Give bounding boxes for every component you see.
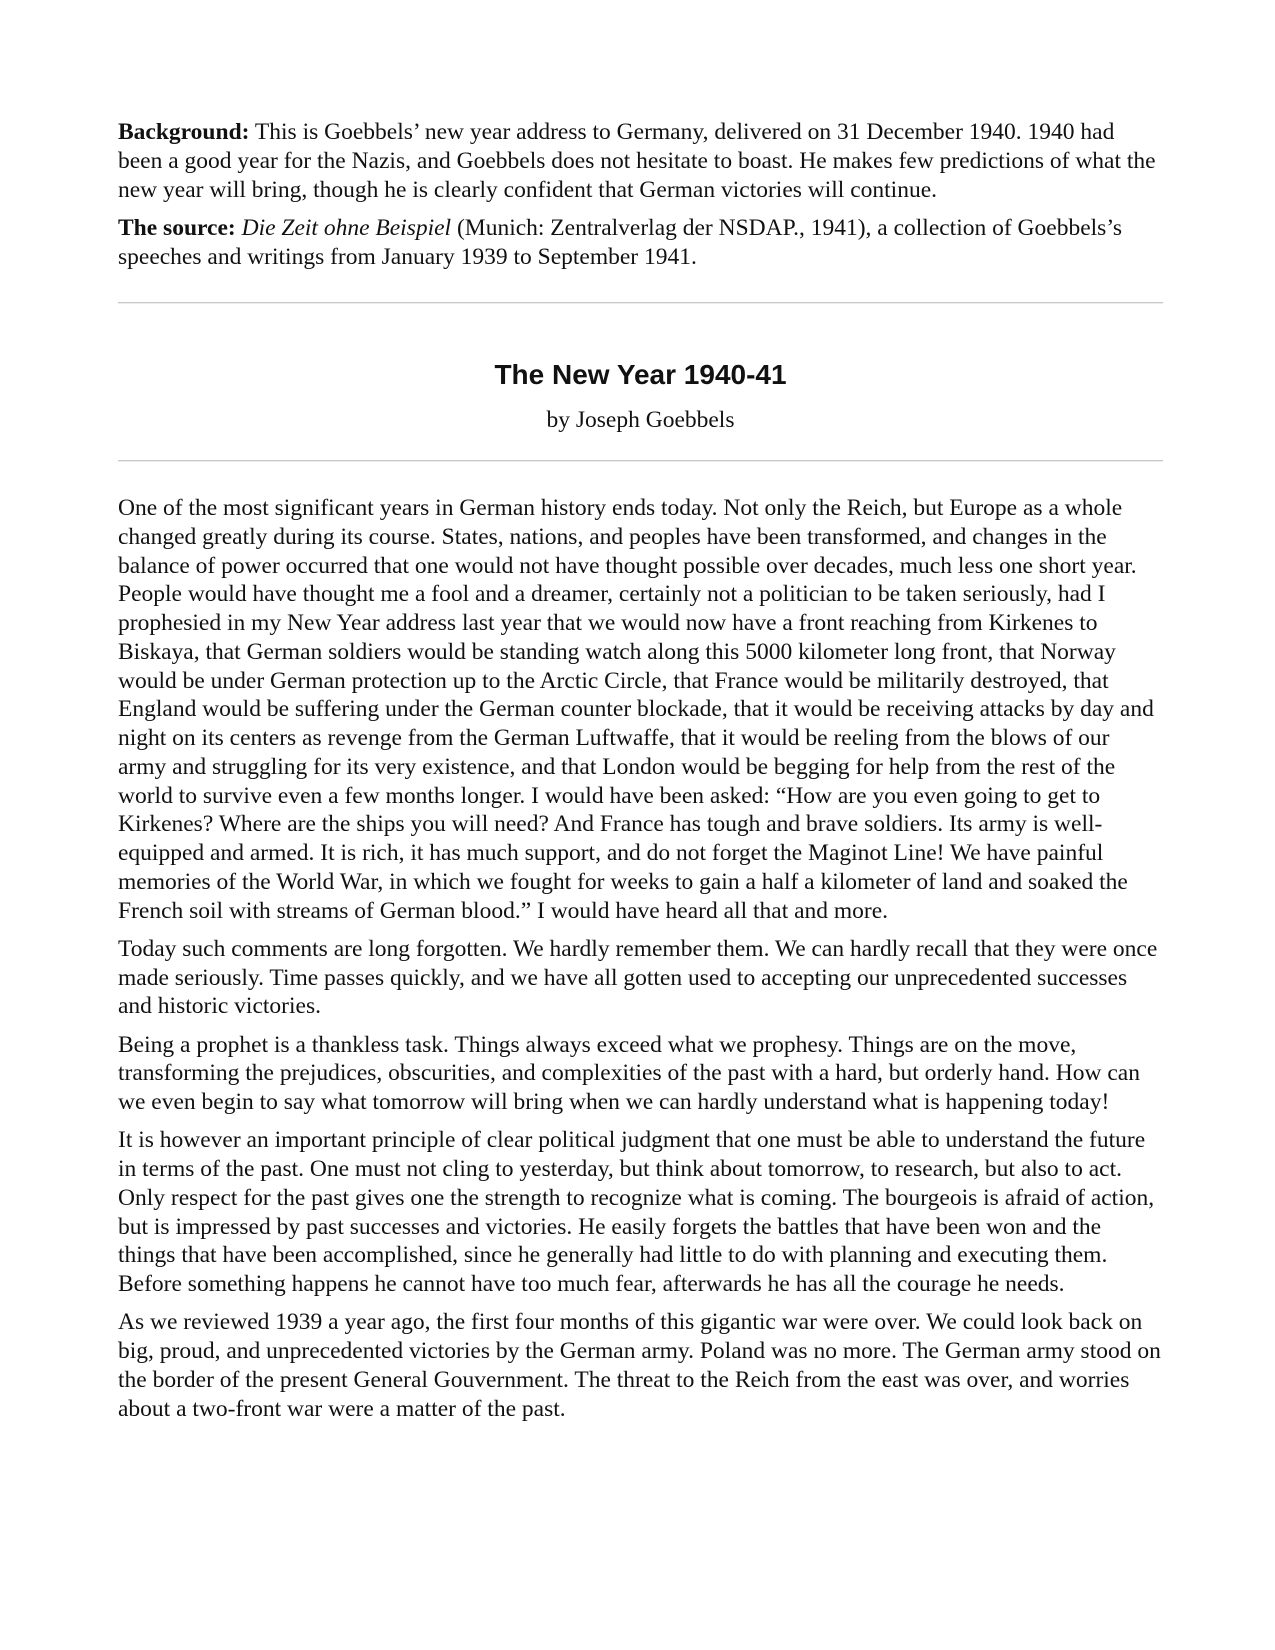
background-paragraph [118, 118, 1163, 205]
background-label: Background: [118, 119, 250, 145]
article-byline: by Joseph Goebbels [546, 407, 735, 433]
intro-section [118, 118, 1163, 281]
source-label: The source: [118, 215, 236, 241]
source-paragraph [118, 214, 1163, 272]
article-title: The New Year 1940-41 [494, 359, 787, 390]
source-text: (Munich: Zentralverlag der NSDAP., 1941), a collection of Goebbels’s speeches and writings from January 1939 to September 1941. [118, 215, 1122, 270]
article-paragraph: Today such comments are long forgotten. We hardly remember them. We can hardly recall that they were once made seriously. Time passes quickly, and we have all gotten used to accepting our unprecedented successes and historic victories. [118, 935, 1158, 1020]
article-paragraph: Being a prophet is a thankless task. Things always exceed what we prophesy. Things are on the move, transforming the prejudices, obscurities, and complexities of the past with a hard, but orderly hand. How can we even begin to say what tomorrow will bring when we can hardly understand what is happening today! [118, 1031, 1140, 1115]
background-text: This is Goebbels’ new year address to Germany, delivered on 31 December 1940. 1940 had been a good year for the Nazis, and Goebbels does not hesitate to boast. He makes few predictions of what the new year will bring, though he is clearly confident that German victories will continue. [118, 119, 1156, 203]
divider-top [118, 302, 1163, 304]
divider-bottom [118, 460, 1163, 462]
article-body [118, 494, 1163, 1433]
article-paragraph: One of the most significant years in German history ends today. Not only the Reich, but Europe as a whole changed greatly during its course. States, nations, and peoples have been transformed, and changes in the balance of power occurred that one would not have thought possible over decades, much less one short year. People would have thought me a fool and a dreamer, certainly not a politician to be taken seriously, had I prophesied in my New Year address last year that we would now have a front reaching from Kirkenes to Biskaya, that German soldiers would be standing watch along this 5000 kilometer long front, that Norway would be under German protection up to the Arctic Circle, that France would be militarily destroyed, that England would be suffering under the German counter blockade, that it would be receiving attacks by day and night on its centers as revenge from the German Luftwaffe, that it would be reeling from the blows of our army and struggling for its very existence, and that London would be begging for help from the rest of the world to survive even a few months longer. I would have been asked: “How are you even going to get to Kirkenes? Where are the ships you will need? And France has tough and brave soldiers. Its army is well-equipped and armed. It is rich, it has much support, and do not forget the Maginot Line! We have painful memories of the World War, in which we fought for weeks to gain a half a kilometer of land and soaked the French soil with streams of German blood.” I would have heard all that and more. [118, 495, 1154, 924]
article-paragraph: As we reviewed 1939 a year ago, the first four months of this gigantic war were over. We could look back on big, proud, and unprecedented victories by the German army. Poland was no more. The German army stood on the border of the present General Gouvernment. The threat to the Reich from the east was over, and worries about a two-front war were a matter of the past. [118, 1309, 1161, 1422]
source-title: Die Zeit ohne Beispiel [241, 215, 452, 241]
article-paragraph: It is however an important principle of clear political judgment that one must be able to understand the future in terms of the past. One must not cling to yesterday, but think about tomorrow, to research, but also to act. Only respect for the past gives one the strength to recognize what is coming. The bourgeois is afraid of action, but is impressed by past successes and victories. He easily forgets the battles that have been won and the things that have been accomplished, since he generally had little to do with planning and executing them. Before something happens he cannot have too much fear, afterwards he has all the courage he needs. [118, 1127, 1155, 1297]
